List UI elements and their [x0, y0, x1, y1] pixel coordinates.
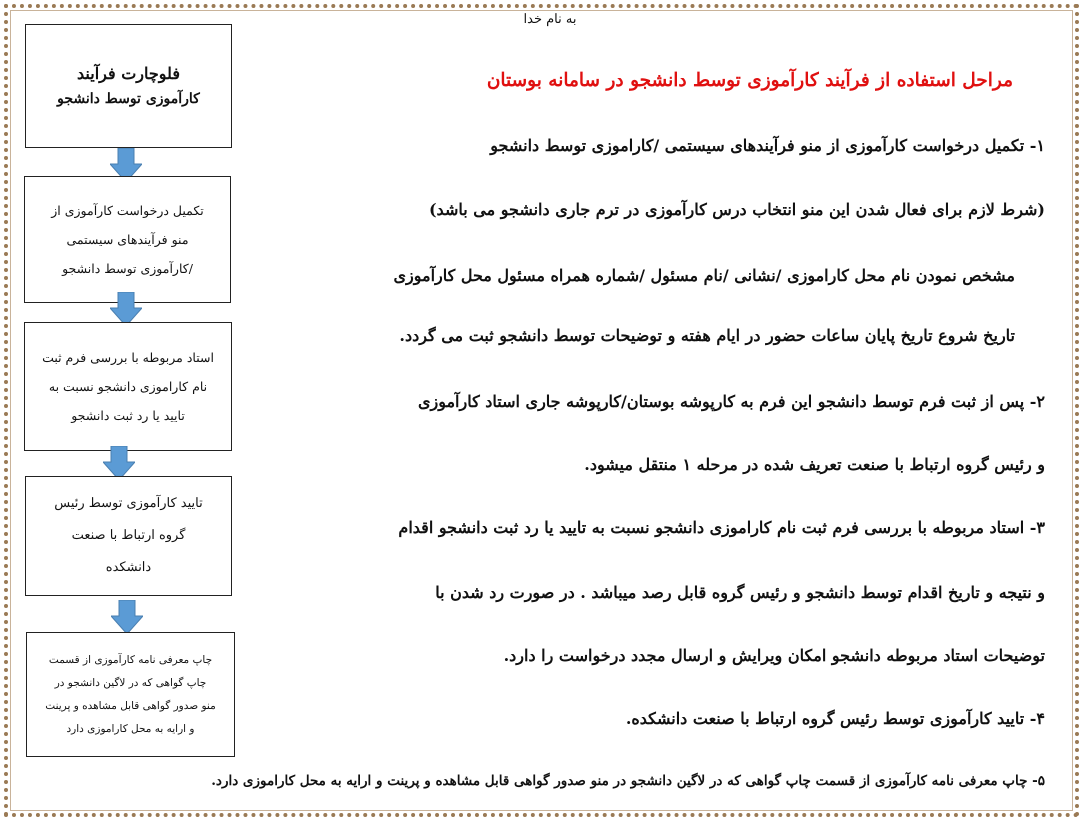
step-1-text: ۱- تکمیل درخواست کارآموزی از منو فرآیندهای سیستمی /کاراموزی توسط دانشجو — [490, 136, 1045, 155]
step-3-line-3: دانشکده — [105, 560, 152, 575]
step-2-line-3: تایید یا رد ثبت دانشجو — [71, 408, 185, 423]
flowchart-title: فلوچارت فرآیند — [77, 64, 180, 83]
step-3-line-1: تایید کارآموزی توسط رئیس — [54, 496, 203, 511]
step-4-line-2: چاپ گواهی که در لاگین دانشجو در — [54, 676, 207, 689]
flowchart-step-2 — [24, 322, 232, 451]
flowchart-step-3 — [25, 476, 232, 596]
page-title: مراحل استفاده از فرآیند کارآموزی توسط دانشجو در سامانه بوستان — [486, 70, 1013, 91]
flowchart-step-4 — [26, 632, 235, 757]
step-1-details-1: مشخص نمودن نام محل کاراموزی /نشانی /نام مسئول /شماره همراه مسئول محل کارآموزی — [393, 266, 1015, 285]
step-3-continued-1: و نتیجه و تاریخ اقدام توسط دانشجو و رئیس گروه قابل رصد میباشد . در صورت رد شدن با — [435, 583, 1045, 602]
step-1-line-3: /کارآموزی توسط دانشجو — [62, 261, 193, 276]
flow-arrow-3 — [103, 446, 135, 480]
step-4-line-1: چاپ معرفی نامه کارآموزی از قسمت — [48, 653, 213, 666]
step-2-line-1: استاد مربوطه با بررسی فرم ثبت — [42, 350, 214, 365]
flowchart-title-box — [25, 24, 232, 148]
step-4-line-3: منو صدور گواهی قابل مشاهده و پرینت — [45, 699, 216, 712]
basmala: به نام خدا — [523, 12, 577, 27]
step-2-line-2: نام کاراموزی دانشجو نسبت به — [48, 379, 208, 394]
step-2-text: ۲- پس از ثبت فرم توسط دانشجو این فرم به کارپوشه بوستان/کارپوشه جاری استاد کارآموزی — [417, 392, 1045, 411]
flow-arrow-4 — [111, 600, 143, 634]
flowchart-subtitle: کارآموزی توسط دانشجو — [57, 91, 200, 107]
flowchart-step-1 — [24, 176, 231, 303]
step-5-text: ۵- چاپ معرفی نامه کارآموزی از قسمت چاپ گواهی که در لاگین دانشجو در منو صدور گواهی قابل مشاهده و پرینت و ارایه به محل کاراموزی دارد. — [211, 773, 1045, 789]
step-4-line-4: و ارایه به محل کاراموزی دارد — [66, 722, 195, 735]
step-3-text: ۳- استاد مربوطه با بررسی فرم ثبت نام کاراموزی دانشجو نسبت به تایید یا رد ثبت دانشجو اقدام — [398, 518, 1045, 537]
step-3-line-2: گروه ارتباط با صنعت — [71, 528, 186, 543]
flow-arrow-2 — [110, 292, 142, 326]
step-1-line-2: منو فرآیندهای سیستمی — [66, 232, 189, 247]
step-2-continued: و رئیس گروه ارتباط با صنعت تعریف شده در مرحله ۱ منتقل میشود. — [584, 455, 1045, 474]
step-4-text: ۴- تایید کارآموزی توسط رئیس گروه ارتباط با صنعت دانشکده. — [625, 709, 1045, 728]
step-1-details-2: تاریخ شروع تاریخ پایان ساعات حضور در ایام هفته و توضیحات توسط دانشجو ثبت می گردد. — [399, 326, 1015, 345]
step-1-line-1: تکمیل درخواست کارآموزی از — [51, 203, 204, 218]
step-3-continued-2: توضیحات استاد مربوطه دانشجو امکان ویرایش و ارسال مجدد درخواست را دارد. — [503, 646, 1045, 665]
step-1-condition: (شرط لازم برای فعال شدن این منو انتخاب درس کارآموزی در ترم جاری دانشجو می باشد) — [428, 200, 1045, 219]
